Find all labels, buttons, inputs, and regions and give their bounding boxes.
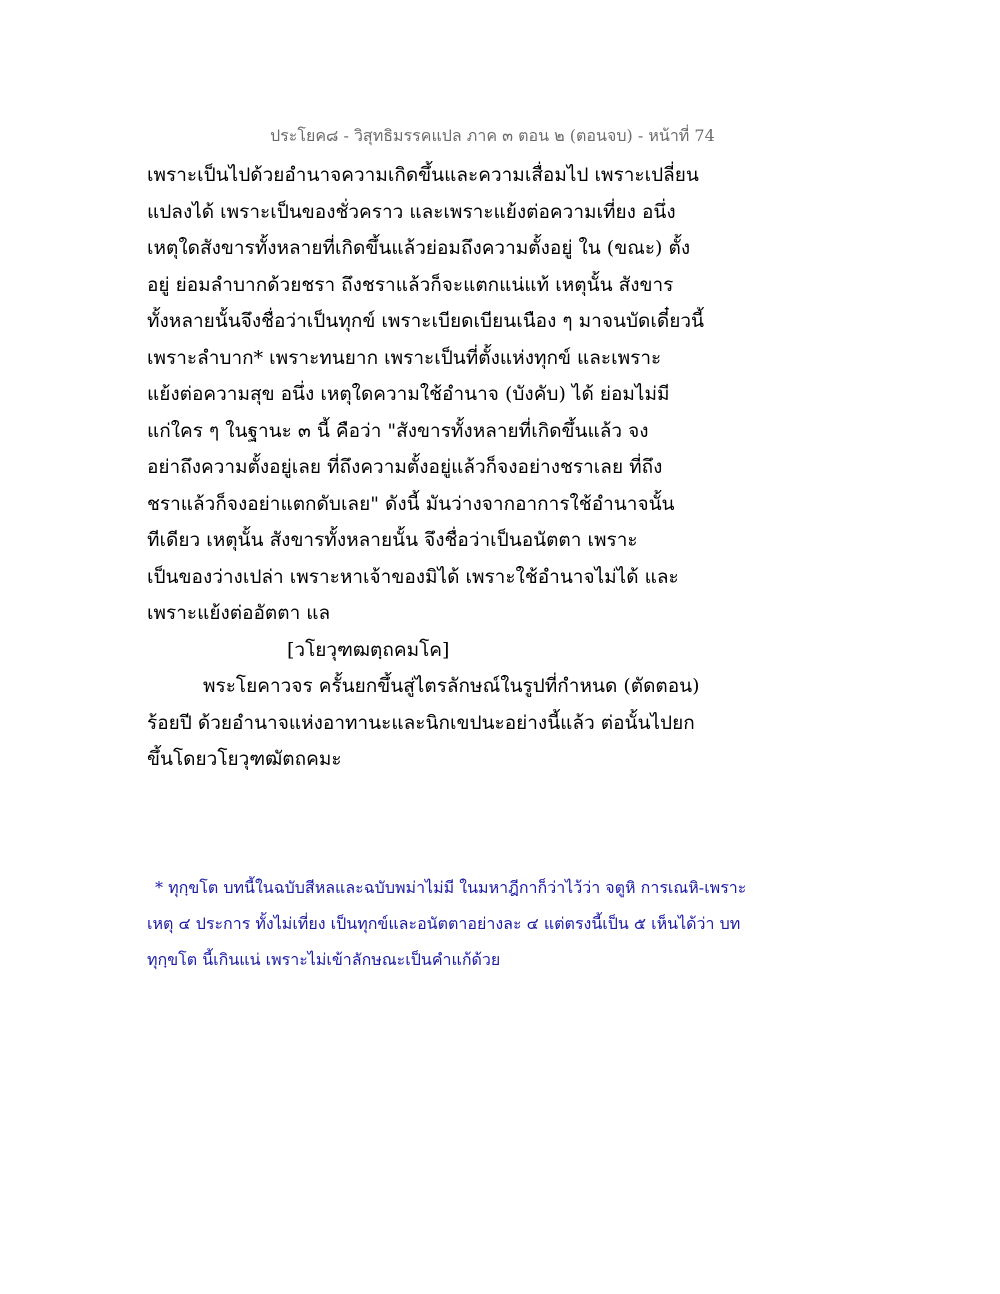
footnote-line: ทุกฺขโต นี้เกินแน่ เพราะไม่เข้าลักษณะเป็นคำแก้ด้วย <box>147 950 501 969</box>
body-line: เพราะลำบาก* เพราะทนยาก เพราะเป็นที่ตั้งแห่งทุกข์ และเพราะ <box>147 346 662 369</box>
body-line: ชราแล้วก็จงอย่าแตกดับเลย" ดังนี้ มันว่างจากอาการใช้อำนาจนั้น <box>147 492 675 515</box>
body-line: แย้งต่อความสุข อนึ่ง เหตุใดความใช้อำนาจ (บังคับ) ได้ ย่อมไม่มี <box>147 383 670 405</box>
section-heading: [วโยวุฑฒตฺถคมโค] <box>287 638 450 661</box>
body-line: แปลงได้ เพราะเป็นของชั่วคราว และเพราะแย้งต่อความเที่ยง อนึ่ง <box>147 200 676 223</box>
body-line: เหตุใดสังขารทั้งหลายที่เกิดขึ้นแล้วย่อมถึงความตั้งอยู่ ใน (ขณะ) ตั้ง <box>147 237 691 259</box>
footnote <box>147 870 837 978</box>
body-line: อย่าถึงความตั้งอยู่เลย ที่ถึงความตั้งอยู่แล้วก็จงอย่างชราเลย ที่ถึง <box>147 456 663 478</box>
paragraph-line: ขึ้นโดยวโยวุฑฒัตถคมะ <box>147 748 342 770</box>
running-header: ประโยค๘ - วิสุทธิมรรคแปล ภาค ๓ ตอน ๒ (ตอนจบ) - หน้าที่ 74 <box>270 126 715 145</box>
body-line: ทั้งหลายนั้นจึงชื่อว่าเป็นทุกข์ เพราะเบียดเบียนเนือง ๆ มาจนบัดเดี๋ยวนี้ <box>147 310 704 332</box>
body-line: เพราะแย้งต่ออัตตา แล <box>147 602 331 624</box>
paragraph-line: พระโยคาวจร ครั้นยกขึ้นสู่ไตรลักษณ์ในรูปที่กำหนด (ตัดตอน) <box>203 675 700 697</box>
body-line: ทีเดียว เหตุนั้น สังขารทั้งหลายนั้น จึงชื่อว่าเป็นอนัตตา เพราะ <box>147 529 638 551</box>
body-line: อยู่ ย่อมลำบากด้วยชรา ถึงชราแล้วก็จะแตกแน่แท้ เหตุนั้น สังขาร <box>147 273 674 296</box>
body-text <box>147 157 747 778</box>
body-line: แก่ใคร ๆ ในฐานะ ๓ นี้ คือว่า "สังขารทั้งหลายที่เกิดขึ้นแล้ว จง <box>147 419 649 442</box>
footnote-line: เหตุ ๔ ประการ ทั้งไม่เที่ยง เป็นทุกข์และอนัตตาอย่างละ ๔ แต่ตรงนี้เป็น ๕ เห็นได้ว่า บท <box>147 914 741 933</box>
body-line: เป็นของว่างเปล่า เพราะหาเจ้าของมิได้ เพราะใช้อำนาจไม่ได้ และ <box>147 565 679 588</box>
body-line: เพราะเป็นไปด้วยอำนาจความเกิดขึ้นและความเสื่อมไป เพราะเปลี่ยน <box>147 164 699 186</box>
footnote-line: * ทุกฺขโต บทนี้ในฉบับสีหลและฉบับพม่าไม่มี ในมหาฎีกาก็ว่าไว้ว่า จตูหิ การเณหิ-เพราะ <box>155 878 747 897</box>
paragraph-line: ร้อยปี ด้วยอำนาจแห่งอาทานะและนิกเขปนะอย่างนี้แล้ว ต่อนั้นไปยก <box>147 711 695 734</box>
